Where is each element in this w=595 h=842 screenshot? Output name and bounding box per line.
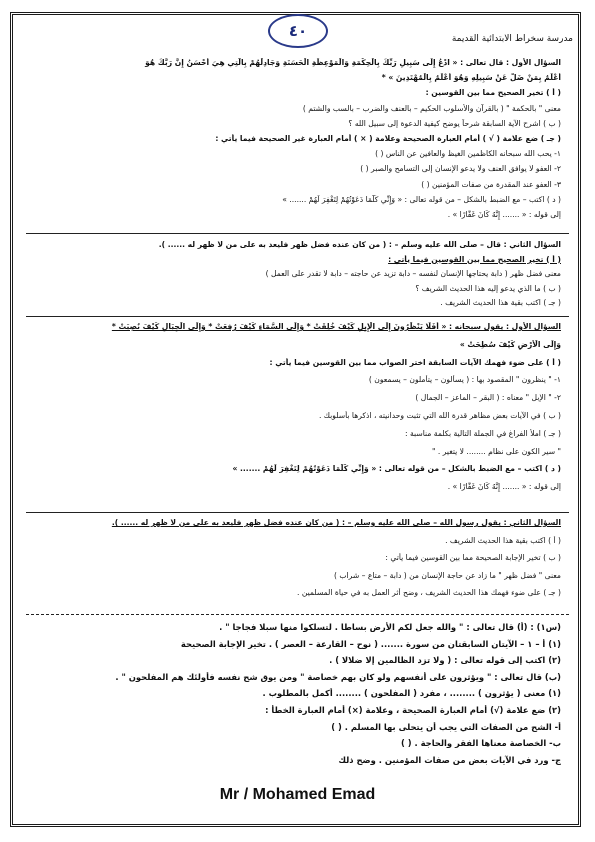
question-line: ج- ورد في الآيات بعض من صفات المؤمنين . وضح ذلك [338, 754, 561, 765]
question-line: ( ب ) ما الذي يدعو إليه هذا الحديث الشريف ؟ [415, 283, 561, 293]
section-divider [26, 233, 569, 234]
question-line: ( جـ ) املأ الفراغ في الجملة التالية بكلمة مناسبة : [405, 428, 561, 438]
question-line: ( أ ) تخير الصحيح مما بين القوسين فيما يأتي : [388, 254, 561, 264]
section-divider [26, 614, 569, 615]
school-name: مدرسة سخراط الابتدائية القديمة [451, 34, 573, 44]
section-divider [26, 316, 569, 317]
question-line: السؤال الثاني : قال – صلى الله عليه وسلم – : ( من كان عنده فضل ظهر فليعد به على من لا ظهر له ...... ). [158, 240, 561, 249]
question-line: (س١) : (أ) قال تعالى : " والله جعل لكم الأرض بساطا . لتسلكوا منها سبلا فجاجا " . [219, 622, 561, 632]
question-line: وَإِلَى الْأَرْضِ كَيْفَ سُطِحَتْ » [459, 339, 561, 349]
question-line: معنى " بالحكمة " ( بالقرآن والأسلوب الحكيم – بالعنف والضرب – بالسب والشتم ) [302, 103, 561, 113]
question-line: (ب) قال تعالى : " ويؤثرون على أنفسهم ولو كان بهم خصاصة " ومن يوق شح نفسه فأولئك هم المفلحون " . [115, 671, 561, 682]
question-line: ٣- العفو عند المقدرة من صفات المؤمنين ( ) [421, 179, 561, 189]
question-line: ( أ ) على ضوء فهمك الآيات السابقة اختر الصواب مما بين القوسين فيما يأتي : [269, 357, 561, 367]
question-line: السؤال الأول : يقول سبحانه : « أَفَلَا يَنْظُرُونَ إِلَى الْإِبِلِ كَيْفَ خُلِقَتْ * وَإِلَى السَّمَاءِ كَيْفَ رُفِعَتْ * وَإِلَى الْجِبَالِ كَيْفَ نُصِبَتْ * [111, 322, 561, 331]
question-line: ( جـ ) على ضوء فهمك هذا الحديث الشريف ، وضح أثر العمل به في حياة المسلمين . [297, 588, 561, 598]
question-line: السؤال الأول : قال تعالى : « ادْعُ إِلَى سَبِيلِ رَبِّكَ بِالْحِكْمَةِ وَالْمَوْعِظَةِ الْحَسَنَةِ وَجَادِلْهُمْ بِالَّتِي هِيَ أَحْسَنُ إِنَّ رَبَّكَ هُوَ [145, 58, 561, 67]
question-line: ( أ ) اكتب بقية هذا الحديث الشريف . [445, 535, 561, 545]
question-line: ١- " ينظرون " المقصود بها : ( يسألون – يتأملون – يسمعون ) [368, 375, 561, 385]
author-signature: Mr / Mohamed Emad [219, 786, 376, 803]
question-line: ( د ) اكتب – مع الضبط بالشكل – من قوله تعالى : « وَإِنِّي كُلَّمَا دَعَوْتُهُمْ لِتَغْفِرَ لَهُمْ ....... » [232, 464, 561, 474]
question-line: " سير الكون على نظام ........ لا يتغير . " [431, 446, 561, 456]
question-line: ٢- " الإبل " معناه : ( البقر – الماعز – الجمال ) [415, 393, 561, 403]
question-line: (١) معنى ( يؤثرون ) ........ ، مفرد ( المفلحون ) ........ أكمل بالمطلوب . [262, 688, 561, 699]
question-line: ( ب ) اشرح الآية السابقة شرحاً يوضح كيفية الدعوة إلى سبيل الله ؟ [348, 118, 561, 128]
question-line: أَعْلَمُ بِمَنْ ضَلَّ عَنْ سَبِيلِهِ وَهُوَ أَعْلَمُ بِالْمُهْتَدِينَ » * [381, 73, 561, 83]
question-line: (٢) ضع علامة (√) أمام العبارة الصحيحة ، وعلامة (×) أمام العبارة الخطأ : [265, 705, 561, 715]
question-line: السؤال الثاني : يقول رسول الله – صلى الله عليه وسلم – : ( من كان عنده فضل ظهر فليعد به على من لا ظهر له ...... ). [111, 518, 561, 527]
question-line: إلى قوله : « ....... إِنَّهُ كَانَ غَفَّارًا » . [447, 210, 561, 219]
question-line: إلى قوله : « ....... إِنَّهُ كَانَ غَفَّارًا » . [447, 482, 561, 492]
question-line: ( ب ) تخير الإجابة الصحيحة مما بين القوسين فيما يأتي : [385, 553, 561, 563]
page-number-badge: ٤٠ [268, 14, 328, 48]
question-line: (٢) اكتب إلى قوله تعالى : ( ولا تزد الظالمين إلا ضلالا ) . [329, 655, 561, 666]
question-line: معنى " فضل ظهر " ما زاد عن حاجة الإنسان من ( دابة – متاع – شراب ) [334, 570, 561, 580]
question-line: ( ب ) في الآيات بعض مظاهر قدرة الله التي تثبت وحدانيته ، اذكرها بأسلوبك . [318, 411, 561, 420]
question-line: (١) أ – ١ – الآيتان السابقتان من سورة ....... ( نوح – القارعة – العصر ) . تخير الإجابة الصحيحة [180, 638, 561, 649]
question-line: ب- الخصاصة معناها الفقر والحاجة . ( ) [401, 738, 561, 749]
question-line: ( د ) اكتب – مع الضبط بالشكل – من قوله تعالى : « وَإِنِّي كُلَّمَا دَعَوْتُهُمْ لِتَغْفِرَ لَهُمْ ....... » [282, 194, 561, 204]
question-line: معنى فضل ظهر ( دابة يحتاجها الإنسان لنفسه – دابة تزيد عن حاجته – دابة لا تقدر على العمل ) [265, 269, 561, 278]
question-line: أ- الشح من الصفات التي يجب أن يتحلى بها المسلم . ( ) [331, 721, 561, 732]
question-line: ( جـ ) ضع علامة ( √ ) أمام العبارة الصحيحة وعلامة ( × ) أمام العبارة غير الصحيحة فيما يأتي : [215, 134, 561, 143]
question-line: ( جـ ) اكتب بقية هذا الحديث الشريف . [440, 298, 561, 307]
question-line: ( أ ) تخير الصحيح مما بين القوسين : [425, 88, 561, 98]
question-line: ١- يحب الله سبحانه الكاظمين الغيظ والعافين عن الناس ( ) [375, 149, 561, 159]
section-divider [26, 512, 569, 513]
question-line: ٢- العفو لا يوافق العنف ولا يدعو الإنسان إلى التسامح والصبر ( ) [360, 164, 561, 174]
